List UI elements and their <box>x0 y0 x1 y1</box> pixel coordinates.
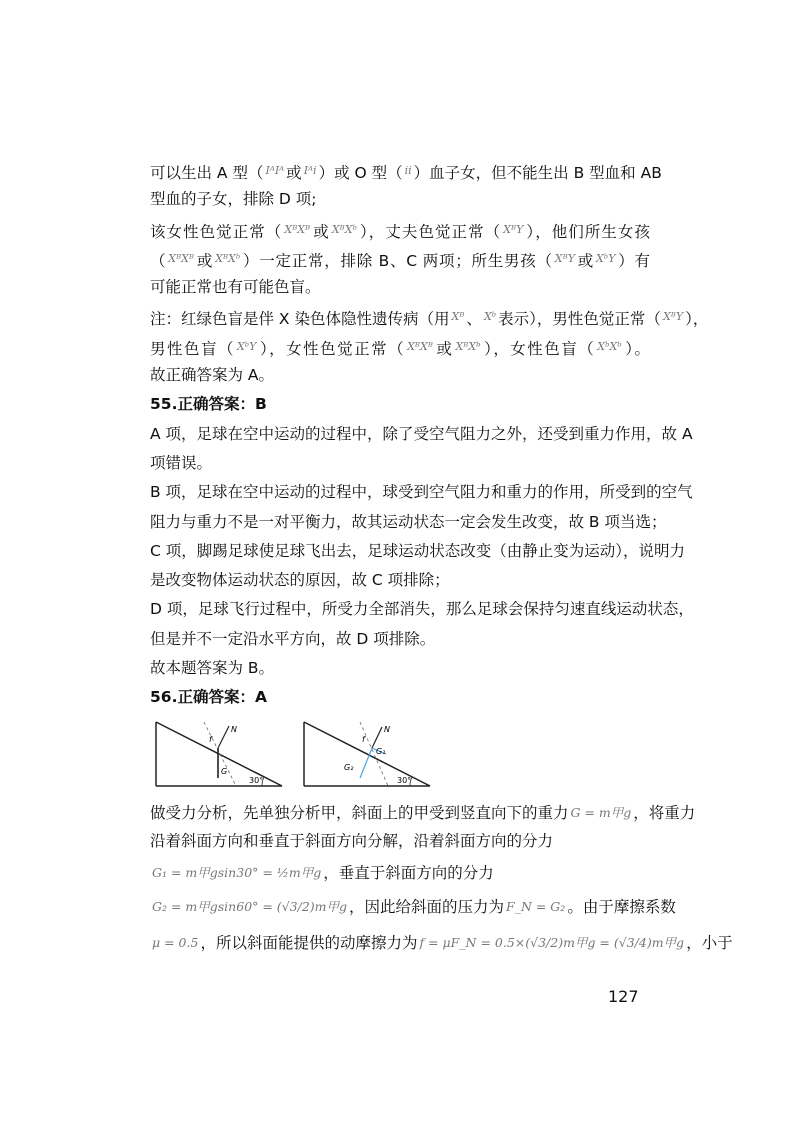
text-line <box>150 566 650 595</box>
text: ，因此给斜面的压力为 <box>349 898 505 917</box>
formula: XᴮXᵇ <box>215 251 241 265</box>
formula: IᴬIᴬ <box>265 164 285 177</box>
text: A 项，足球在空中运动的过程中，除了受空气阻力之外，还受到重力作用，故 A <box>150 424 693 443</box>
label-n: N <box>231 724 237 734</box>
formula: Xᴮ <box>451 310 465 324</box>
text: 该女性色觉正常（ <box>150 222 283 241</box>
text-line <box>150 185 650 214</box>
text: 项错误。 <box>150 453 213 472</box>
text: 表示），男性色觉正常（ <box>498 310 661 329</box>
label-g2: G₂ <box>344 762 354 772</box>
text: 或 <box>434 339 454 358</box>
page-number: 127 <box>608 987 639 1006</box>
text-line <box>150 302 709 331</box>
label-g1: G₁ <box>376 746 386 756</box>
incline-diagram-2 <box>302 720 432 788</box>
answer-heading <box>150 683 650 712</box>
text: 做受力分析，先单独分析甲，斜面上的甲受到竖直向下的重力 <box>150 803 569 822</box>
text: ，垂直于斜面方向的分力 <box>323 864 494 883</box>
answer-heading <box>150 390 650 419</box>
text-line <box>150 798 696 827</box>
formula: G₂ = m甲gsin60° = (√3/2)m甲g <box>152 899 348 915</box>
text-line <box>150 478 693 507</box>
force-diagrams <box>154 720 650 788</box>
text: 或 <box>286 164 302 182</box>
page-content <box>150 156 733 961</box>
formula: f = μF_N = 0.5×(√3/2)m甲g = (√3/4)m甲g <box>419 935 685 951</box>
formula: XᴮY <box>662 310 684 324</box>
text-line <box>150 273 650 302</box>
text: 沿着斜面方向和垂直于斜面方向分解，沿着斜面方向的分力 <box>150 831 554 850</box>
text-line <box>150 827 650 856</box>
text: 56.正确答案：A <box>150 688 267 707</box>
normal-force-arrow <box>372 727 382 748</box>
text-line <box>150 156 662 185</box>
text-line <box>150 537 686 566</box>
label-f: f <box>362 734 365 744</box>
text-line <box>150 856 650 889</box>
text-line <box>150 420 693 449</box>
text: 是改变物体运动状态的原因，故 C 项排除； <box>150 571 450 590</box>
text: 或 <box>312 222 330 241</box>
formula: XᵇXᵇ <box>597 339 622 353</box>
text-line <box>150 215 650 244</box>
text: （ <box>150 251 167 270</box>
text: 故正确答案为 A。 <box>150 366 275 385</box>
text: 男性色盲（ <box>150 339 235 358</box>
formula: XᴮY <box>503 222 524 236</box>
text-line <box>150 625 650 654</box>
formula: XᴮXᴮ <box>407 339 433 353</box>
formula: XᴮY <box>554 251 575 265</box>
text: 或 <box>196 251 214 270</box>
text: ，将重力 <box>633 803 696 822</box>
text: ），女性色盲（ <box>482 339 596 358</box>
formula: Iᴬi <box>303 164 317 177</box>
text: 型血的子女，排除 D 项; <box>150 190 317 209</box>
text-line <box>150 508 667 537</box>
text: ），他们所生女孩 <box>525 222 650 241</box>
text-line <box>150 595 694 624</box>
text: D 项，足球飞行过程中，所受力全部消失，那么足球会保持匀速直线运动状态， <box>150 600 694 619</box>
text: 但是并不一定沿水平方向，故 D 项排除。 <box>150 629 436 648</box>
text: 或 <box>576 251 594 270</box>
text-line <box>150 925 733 961</box>
text: ），丈夫色觉正常（ <box>358 222 502 241</box>
label-n: N <box>384 724 390 734</box>
text: C 项，脚踢足球使足球飞出去，足球运动状态改变（由静止变为运动），说明力 <box>150 541 686 560</box>
text: 。由于摩擦系数 <box>567 898 676 917</box>
text: 、 <box>466 310 482 329</box>
formula: G₁ = m甲gsin30° = ½m甲g <box>152 865 322 881</box>
text: ）或 O 型（ <box>318 164 403 182</box>
label-f: f <box>209 734 212 744</box>
text: ），女性色觉正常（ <box>258 339 406 358</box>
text: ）， <box>685 310 709 329</box>
text: ）一定正常，排除 B、C 两项；所生男孩（ <box>242 251 553 270</box>
text: 注：红绿色盲是伴 X 染色体隐性遗传病（用 <box>150 310 450 329</box>
label-g: G <box>221 766 228 776</box>
text: 可以生出 A 型（ <box>150 164 264 182</box>
text: ）。 <box>623 339 650 358</box>
text: ，所以斜面能提供的动摩擦力为 <box>200 934 418 953</box>
incline-diagram-1 <box>154 720 284 788</box>
formula: XᵇY <box>595 251 616 265</box>
text: 故本题答案为 B。 <box>150 659 275 678</box>
label-angle: 30° <box>397 775 412 785</box>
text-line <box>150 449 650 478</box>
text: ，小于 <box>686 934 733 953</box>
formula: Xᵇ <box>483 310 497 324</box>
component-g2-arrow <box>360 748 372 778</box>
text: 55.正确答案：B <box>150 395 267 414</box>
label-angle: 30° <box>249 775 264 785</box>
normal-force-arrow <box>218 726 229 748</box>
formula: XᴮXᴮ <box>168 251 195 265</box>
text: B 项，足球在空中运动的过程中，球受到空气阻力和重力的作用，所受到的空气 <box>150 483 693 502</box>
text: 阻力与重力不是一对平衡力，故其运动状态一定会发生改变，故 B 项当选； <box>150 512 667 531</box>
text-line <box>150 361 650 390</box>
text: 可能正常也有可能色盲。 <box>150 278 321 297</box>
formula: XᴮXᵇ <box>331 222 357 236</box>
formula: F_N = G₂ <box>506 899 566 915</box>
formula: XᴮXᴮ <box>284 222 311 236</box>
text-line <box>150 332 650 361</box>
text: ）有 <box>617 251 650 270</box>
text: ）血子女，但不能生出 B 型血和 AB <box>413 164 662 182</box>
text-line <box>150 654 650 683</box>
text-line <box>150 244 650 273</box>
formula: G = m甲g <box>570 804 632 820</box>
formula: μ = 0.5 <box>152 935 199 951</box>
text-line <box>150 889 676 925</box>
formula: ii <box>404 164 412 177</box>
formula: XᵇY <box>236 339 257 353</box>
formula: XᴮXᵇ <box>455 339 481 353</box>
